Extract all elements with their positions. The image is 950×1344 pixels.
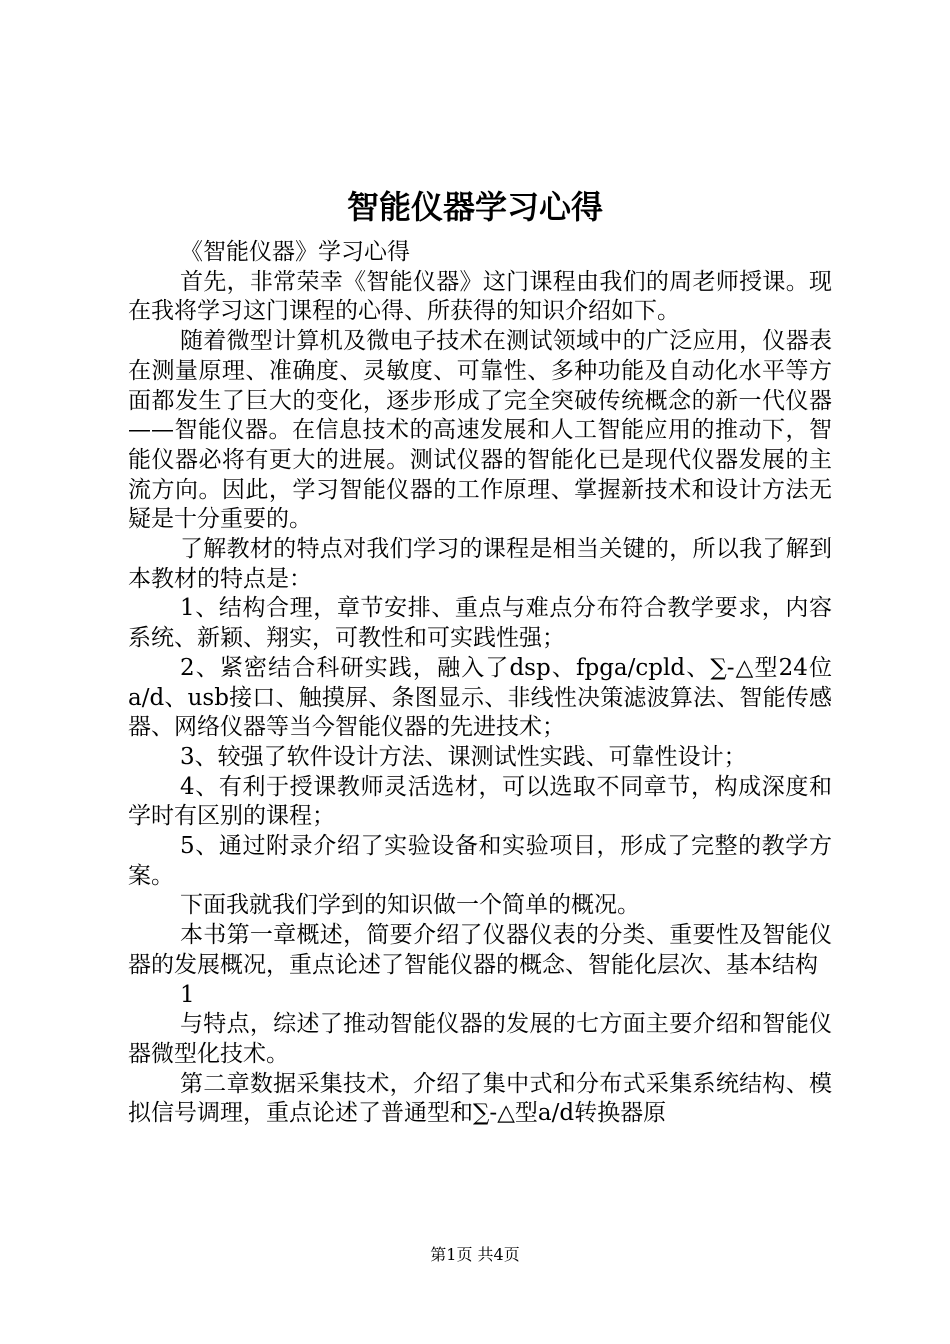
paragraph-chapter-2: 第二章数据采集技术，介绍了集中式和分布式采集系统结构、模拟信号调理，重点论述了普通型和∑-△型a/d转换器原 — [128, 1070, 832, 1127]
paragraph-intro: 首先，非常荣幸《智能仪器》这门课程由我们的周老师授课。现在我将学习这门课程的心得、所获得的知识介绍如下。 — [128, 268, 832, 325]
paragraph-chapter-1-cont: 与特点，综述了推动智能仪器的发展的七方面主要介绍和智能仪器微型化技术。 — [128, 1011, 832, 1067]
document-body — [128, 238, 832, 1129]
paragraph-number: 1 — [180, 981, 195, 1008]
paragraph-feature-3: 3、较强了软件设计方法、课测试性实践、可靠性设计； — [180, 743, 747, 770]
paragraph-feature-2: 2、紧密结合科研实践，融入了dsp、fpga/cpld、∑-△型24位a/d、usb接口、触摸屏、条图显示、非线性决策滤波算法、智能传感器、网络仪器等当今智能仪器的先进技术； — [128, 654, 832, 741]
paragraph-subtitle: 《智能仪器》学习心得 — [180, 239, 410, 265]
document-title: 智能仪器学习心得 — [346, 188, 603, 226]
paragraph-chapter-1: 本书第一章概述，简要介绍了仪器仪表的分类、重要性及智能仪器的发展概况，重点论述了智能仪器的概念、智能化层次、基本结构 — [128, 922, 832, 978]
paragraph-feature-4: 4、有利于授课教师灵活选材，可以选取不同章节，构成深度和学时有区别的课程； — [128, 773, 832, 830]
paragraph-feature-1: 1、结构合理，章节安排、重点与难点分布符合教学要求，内容系统、新颖、翔实，可教性和可实践性强； — [128, 595, 832, 652]
paragraph-background: 随着微型计算机及微电子技术在测试领域中的广泛应用，仪器表在测量原理、准确度、灵敏度、可靠性、多种功能及自动化水平等方面都发生了巨大的变化，逐步形成了完全突破传统概念的新一代仪器——智能仪器。在信息技术的高速发展和人工智能应用的推动下，智能仪器必将有更大的进展。测试仪器的智能化已是现代仪器发展的主流方向。因此，学习智能仪器的工作原理、掌握新技术和设计方法无疑是十分重要的。 — [128, 328, 832, 533]
page-footer: 第1页 共4页 — [430, 1245, 520, 1264]
paragraph-feature-5: 5、通过附录介绍了实验设备和实验项目，形成了完整的教学方案。 — [128, 833, 832, 889]
paragraph-textbook-features: 了解教材的特点对我们学习的课程是相当关键的，所以我了解到本教材的特点是： — [128, 536, 832, 592]
paragraph-summary-intro: 下面我就我们学到的知识做一个简单的概况。 — [180, 892, 640, 919]
